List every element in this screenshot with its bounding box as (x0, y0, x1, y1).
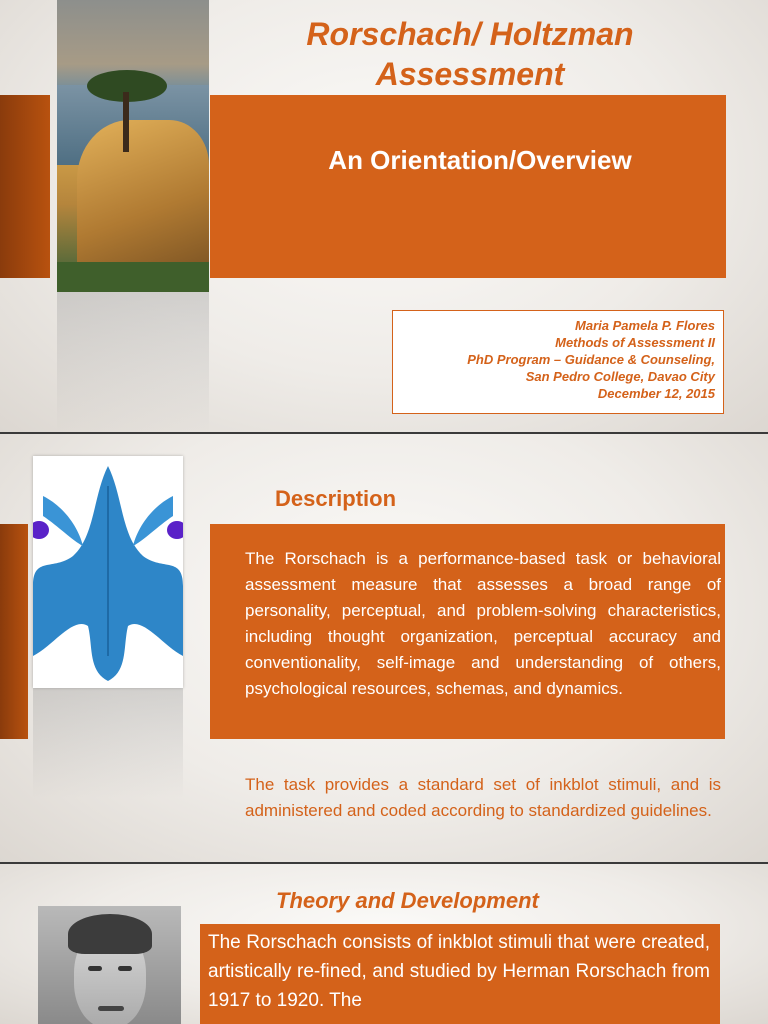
image-reflection (33, 688, 183, 798)
program-name: PhD Program – Guidance & Counseling, (467, 352, 715, 367)
slide-title (0, 0, 768, 432)
author-info-box (392, 310, 724, 414)
photo-reflection (57, 292, 209, 432)
slide-title-heading: Rorschach/ Holtzman Assessment (306, 16, 634, 92)
institution: San Pedro College, Davao City (525, 369, 715, 384)
course-name: Methods of Assessment II (555, 335, 715, 350)
description-heading: Description (275, 486, 397, 511)
left-accent-stripe (0, 524, 28, 739)
left-accent-stripe (0, 95, 50, 278)
description-paragraph: The Rorschach is a performance-based task or behavioral assessment measure that assesses a broad range of personality, perceptual, and problem-solving characteristics, including thought organization, perceptual accuracy and conventionality, self-image and understanding of others, psychological resources, schemas, and dynamics. (245, 549, 721, 698)
theory-paragraph: The Rorschach consists of inkblot stimuli that were created, artistically re-fined, and studied by Herman Rorschach from 1917 to 1920. The (208, 932, 710, 1011)
coastal-tree-photo (57, 0, 209, 292)
orange-banner (210, 95, 726, 278)
rorschach-portrait (38, 906, 181, 1024)
slide-description (0, 434, 768, 862)
theory-heading: Theory and Development (276, 888, 539, 913)
inkblot-image (33, 456, 183, 688)
author-name: Maria Pamela P. Flores (575, 318, 715, 333)
presentation-date: December 12, 2015 (597, 386, 715, 401)
slide-subtitle: An Orientation/Overview (328, 145, 632, 175)
slide-theory (0, 864, 768, 1024)
task-paragraph: The task provides a standard set of inkblot stimuli, and is administered and coded according to standardized guidelines. (245, 775, 721, 820)
